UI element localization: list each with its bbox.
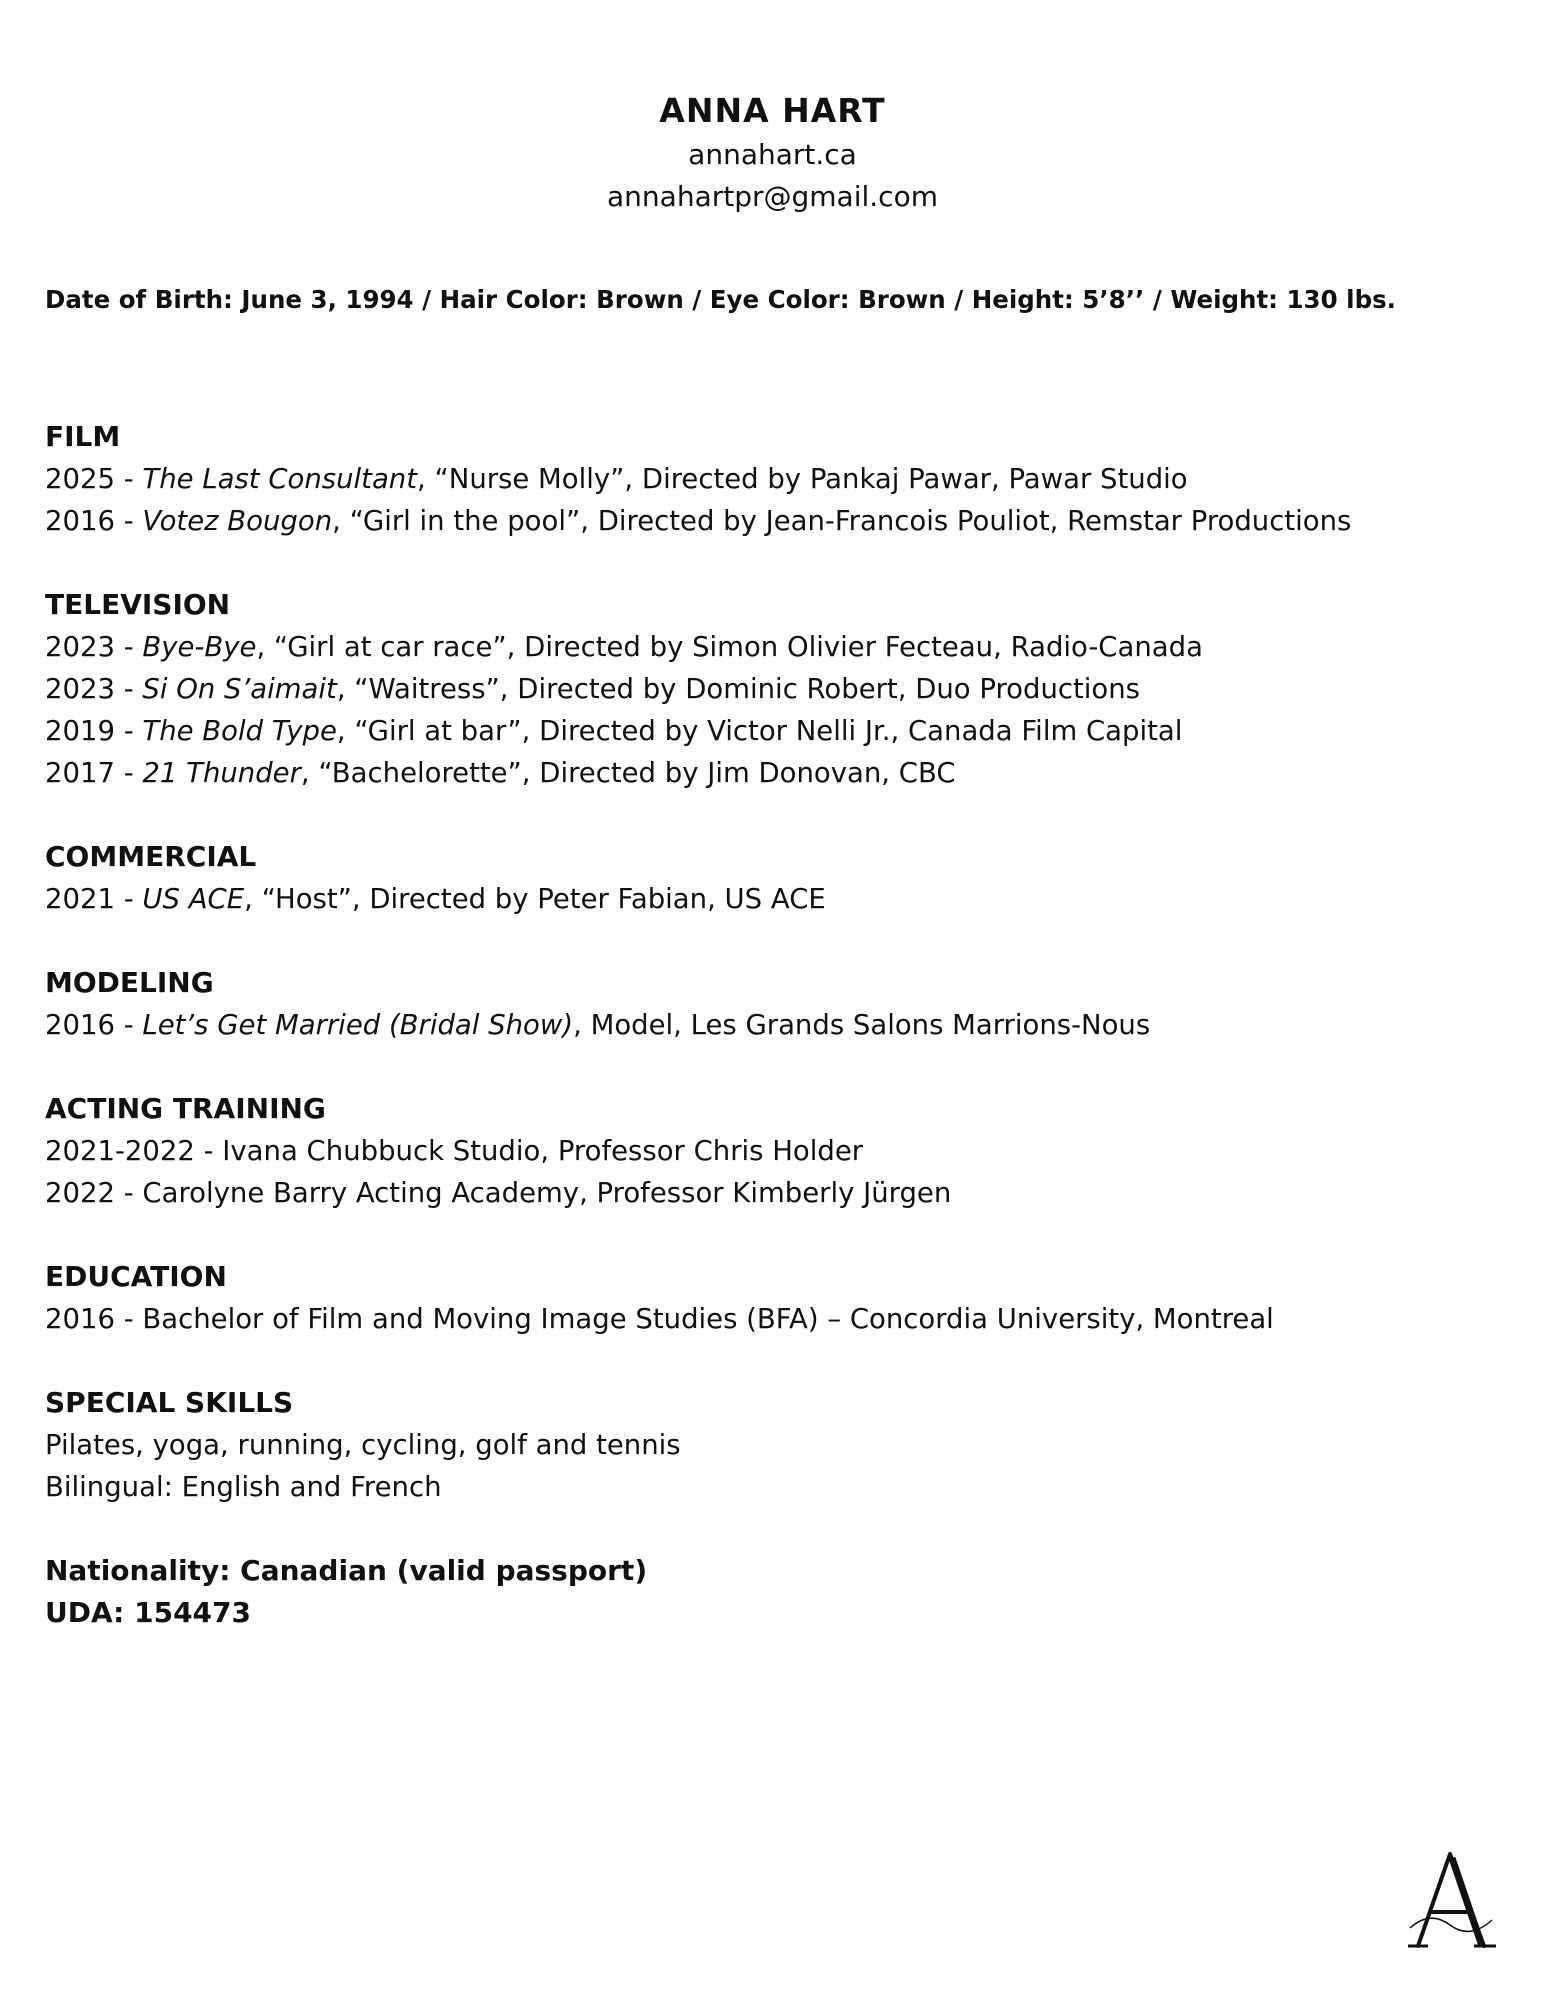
section-television xyxy=(45,584,1515,794)
entry-text: 2016 - Bachelor of Film and Moving Image Studies (BFA) – Concordia University, Montreal xyxy=(45,1303,1274,1335)
training-entry xyxy=(45,1130,1515,1172)
entry-title: Bye-Bye xyxy=(142,631,257,663)
credit-entry xyxy=(45,626,1515,668)
credit-entry xyxy=(45,500,1515,542)
uda-number: UDA: 154473 xyxy=(45,1596,252,1629)
section-title: COMMERCIAL xyxy=(45,840,257,873)
section-title: TELEVISION xyxy=(45,588,231,621)
entry-details: , “Girl in the pool”, Directed by Jean-Francois Pouliot, Remstar Productions xyxy=(332,505,1352,537)
entry-text: Pilates, yoga, running, cycling, golf and tennis xyxy=(45,1429,681,1461)
entry-details: , Model, Les Grands Salons Marrions-Nous xyxy=(573,1009,1151,1041)
entry-title: The Last Consultant xyxy=(142,463,418,495)
entry-text: 2021-2022 - Ivana Chubbuck Studio, Professor Chris Holder xyxy=(45,1135,864,1167)
section-education xyxy=(45,1256,1515,1340)
section-modeling xyxy=(45,962,1515,1046)
credit-entry xyxy=(45,458,1515,500)
entry-title: The Bold Type xyxy=(142,715,337,747)
entry-details: , “Host”, Directed by Peter Fabian, US ACE xyxy=(244,883,826,915)
section-commercial xyxy=(45,836,1515,920)
section-title: MODELING xyxy=(45,966,214,999)
credit-entry xyxy=(45,878,1515,920)
entry-title: US ACE xyxy=(142,883,245,915)
applicant-name: ANNA HART xyxy=(659,91,886,130)
section-acting-training xyxy=(45,1088,1515,1214)
email-link[interactable]: annahartpr@gmail.com xyxy=(607,180,938,213)
entry-title: Let’s Get Married (Bridal Show) xyxy=(142,1009,574,1041)
entry-details: , “Waitress”, Directed by Dominic Robert, Duo Productions xyxy=(336,673,1141,705)
entry-text: Bilingual: English and French xyxy=(45,1471,442,1503)
section-film xyxy=(45,416,1515,542)
skill-entry xyxy=(45,1424,1515,1466)
credit-entry xyxy=(45,710,1515,752)
entry-title: Si On S’aimait xyxy=(142,673,337,705)
entry-details: , “Nurse Molly”, Directed by Pankaj Pawar, Pawar Studio xyxy=(417,463,1188,495)
entry-prefix: 2025 - xyxy=(45,463,143,495)
entry-details: , “Girl at bar”, Directed by Victor Nelli Jr., Canada Film Capital xyxy=(336,715,1183,747)
resume-header xyxy=(0,88,1545,218)
entry-prefix: 2016 - xyxy=(45,1009,143,1041)
entry-details: , “Bachelorette”, Directed by Jim Donovan, CBC xyxy=(300,757,956,789)
skill-entry xyxy=(45,1466,1515,1508)
section-special-skills xyxy=(45,1382,1515,1508)
section-title: ACTING TRAINING xyxy=(45,1092,326,1125)
nationality: Nationality: Canadian (valid passport) xyxy=(45,1554,648,1587)
credit-entry xyxy=(45,668,1515,710)
entry-title: Votez Bougon xyxy=(142,505,333,537)
training-entry xyxy=(45,1172,1515,1214)
section-title: FILM xyxy=(45,420,121,453)
entry-details: , “Girl at car race”, Directed by Simon Olivier Fecteau, Radio-Canada xyxy=(256,631,1203,663)
section-title: EDUCATION xyxy=(45,1260,227,1293)
credit-entry xyxy=(45,752,1515,794)
footer-info xyxy=(45,1550,1515,1634)
entry-prefix: 2017 - xyxy=(45,757,143,789)
education-entry xyxy=(45,1298,1515,1340)
resume-content xyxy=(45,416,1515,1634)
hart-logo-icon xyxy=(1400,1850,1500,1960)
entry-prefix: 2023 - xyxy=(45,673,143,705)
entry-prefix: 2023 - xyxy=(45,631,143,663)
section-title: SPECIAL SKILLS xyxy=(45,1386,294,1419)
entry-text: 2022 - Carolyne Barry Acting Academy, Professor Kimberly Jürgen xyxy=(45,1177,952,1209)
personal-stats: Date of Birth: June 3, 1994 / Hair Color: Brown / Eye Color: Brown / Height: 5’8’’ / Weight: 130 lbs. xyxy=(45,285,1396,314)
credit-entry xyxy=(45,1004,1515,1046)
entry-prefix: 2016 - xyxy=(45,505,143,537)
entry-prefix: 2019 - xyxy=(45,715,143,747)
website-link[interactable]: annahart.ca xyxy=(688,138,857,171)
entry-title: 21 Thunder xyxy=(142,757,301,789)
entry-prefix: 2021 - xyxy=(45,883,143,915)
